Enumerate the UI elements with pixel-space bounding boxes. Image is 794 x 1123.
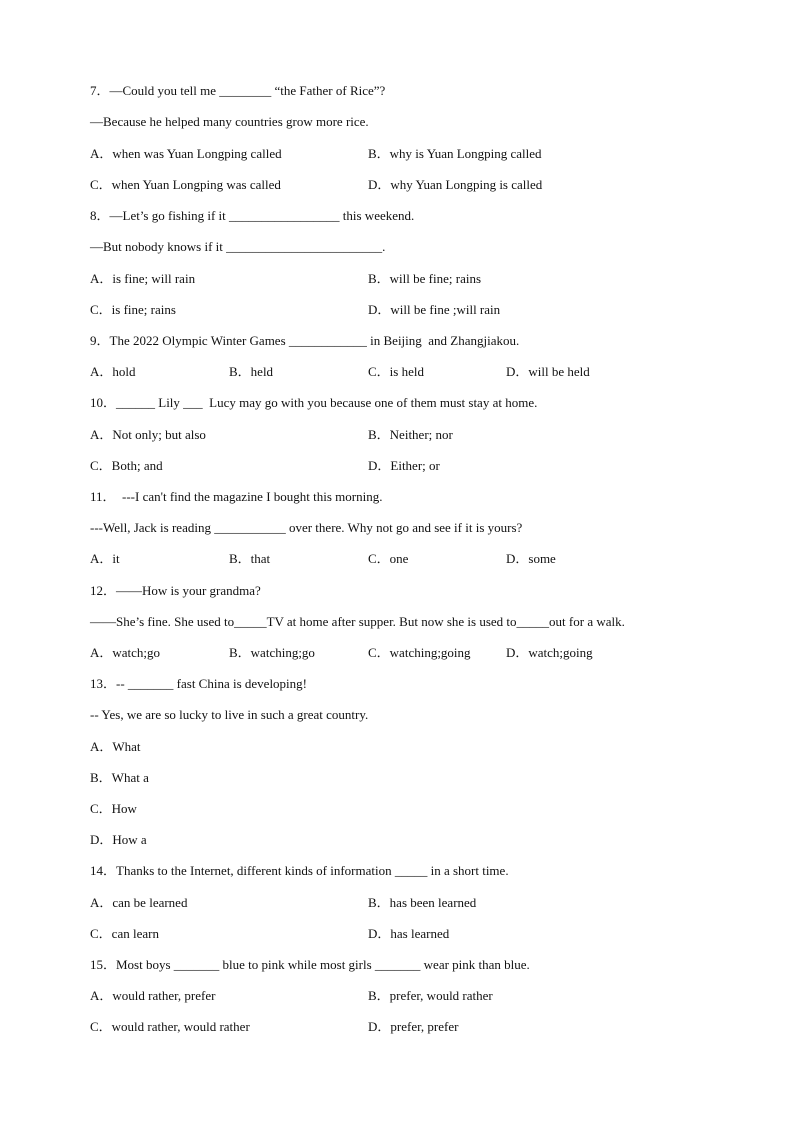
option-9-a: A．hold (90, 364, 136, 379)
question-13-answer-line: -- Yes, we are so lucky to live in such a great country. (90, 707, 369, 722)
option-7-b: B．why is Yuan Longping called (368, 146, 542, 161)
option-7-a: A．when was Yuan Longping called (90, 146, 282, 161)
option-15-d: D．prefer, prefer (368, 1019, 459, 1034)
question-14-stem: 14．Thanks to the Internet, different kinds of information _____ in a short time. (90, 863, 509, 878)
option-15-a: A．would rather, prefer (90, 988, 216, 1003)
option-8-d: D．will be fine ;will rain (368, 302, 501, 317)
option-14-c: C．can learn (90, 926, 159, 941)
question-12-stem: 12．——How is your grandma? (90, 583, 261, 598)
option-13-a: A．What (90, 739, 141, 754)
question-10-stem: 10．______ Lily ___ Lucy may go with you because one of them must stay at home. (90, 395, 538, 410)
question-8-answer-line: —But nobody knows if it ________________________. (90, 239, 386, 254)
option-8-a: A．is fine; will rain (90, 271, 196, 286)
option-12-a: A．watch;go (90, 645, 161, 660)
option-14-b: B．has been learned (368, 895, 477, 910)
option-13-c: C．How (90, 801, 137, 816)
question-11-answer-line: ---Well, Jack is reading ___________ over there. Why not go and see if it is yours? (90, 520, 523, 535)
option-9-b: B．held (229, 364, 274, 379)
question-12-answer-line: ——She’s fine. She used to_____TV at home after supper. But now she is used to_____out for a walk. (90, 614, 625, 629)
question-15-stem: 15．Most boys _______ blue to pink while most girls _______ wear pink than blue. (90, 957, 530, 972)
option-7-c: C．when Yuan Longping was called (90, 177, 281, 192)
option-11-c: C．one (368, 551, 409, 566)
option-14-d: D．has learned (368, 926, 450, 941)
option-10-b: B．Neither; nor (368, 427, 453, 442)
option-9-c: C．is held (368, 364, 424, 379)
option-11-d: D．some (506, 551, 556, 566)
option-13-b: B．What a (90, 770, 149, 785)
question-7-answer-line: —Because he helped many countries grow more rice. (90, 114, 369, 129)
option-10-d: D．Either; or (368, 458, 440, 473)
option-12-d: D．watch;going (506, 645, 593, 660)
option-10-a: A．Not only; but also (90, 427, 206, 442)
option-11-a: A．it (90, 551, 120, 566)
option-8-c: C．is fine; rains (90, 302, 176, 317)
option-10-c: C．Both; and (90, 458, 163, 473)
question-11-stem: 11． ---I can't find the magazine I bought this morning. (90, 489, 383, 504)
option-7-d: D．why Yuan Longping is called (368, 177, 543, 192)
option-11-b: B．that (229, 551, 271, 566)
option-9-d: D．will be held (506, 364, 590, 379)
question-9-stem: 9．The 2022 Olympic Winter Games ____________ in Beijing and Zhangjiakou. (90, 333, 520, 348)
option-15-c: C．would rather, would rather (90, 1019, 250, 1034)
question-7-stem: 7．—Could you tell me ________ “the Father of Rice”? (90, 83, 386, 98)
question-8-stem: 8．—Let’s go fishing if it _________________ this weekend. (90, 208, 415, 223)
option-12-b: B．watching;go (229, 645, 315, 660)
option-8-b: B．will be fine; rains (368, 271, 482, 286)
option-13-d: D．How a (90, 832, 147, 847)
question-13-stem: 13．-- _______ fast China is developing! (90, 676, 307, 691)
option-12-c: C．watching;going (368, 645, 471, 660)
option-15-b: B．prefer, would rather (368, 988, 493, 1003)
option-14-a: A．can be learned (90, 895, 188, 910)
